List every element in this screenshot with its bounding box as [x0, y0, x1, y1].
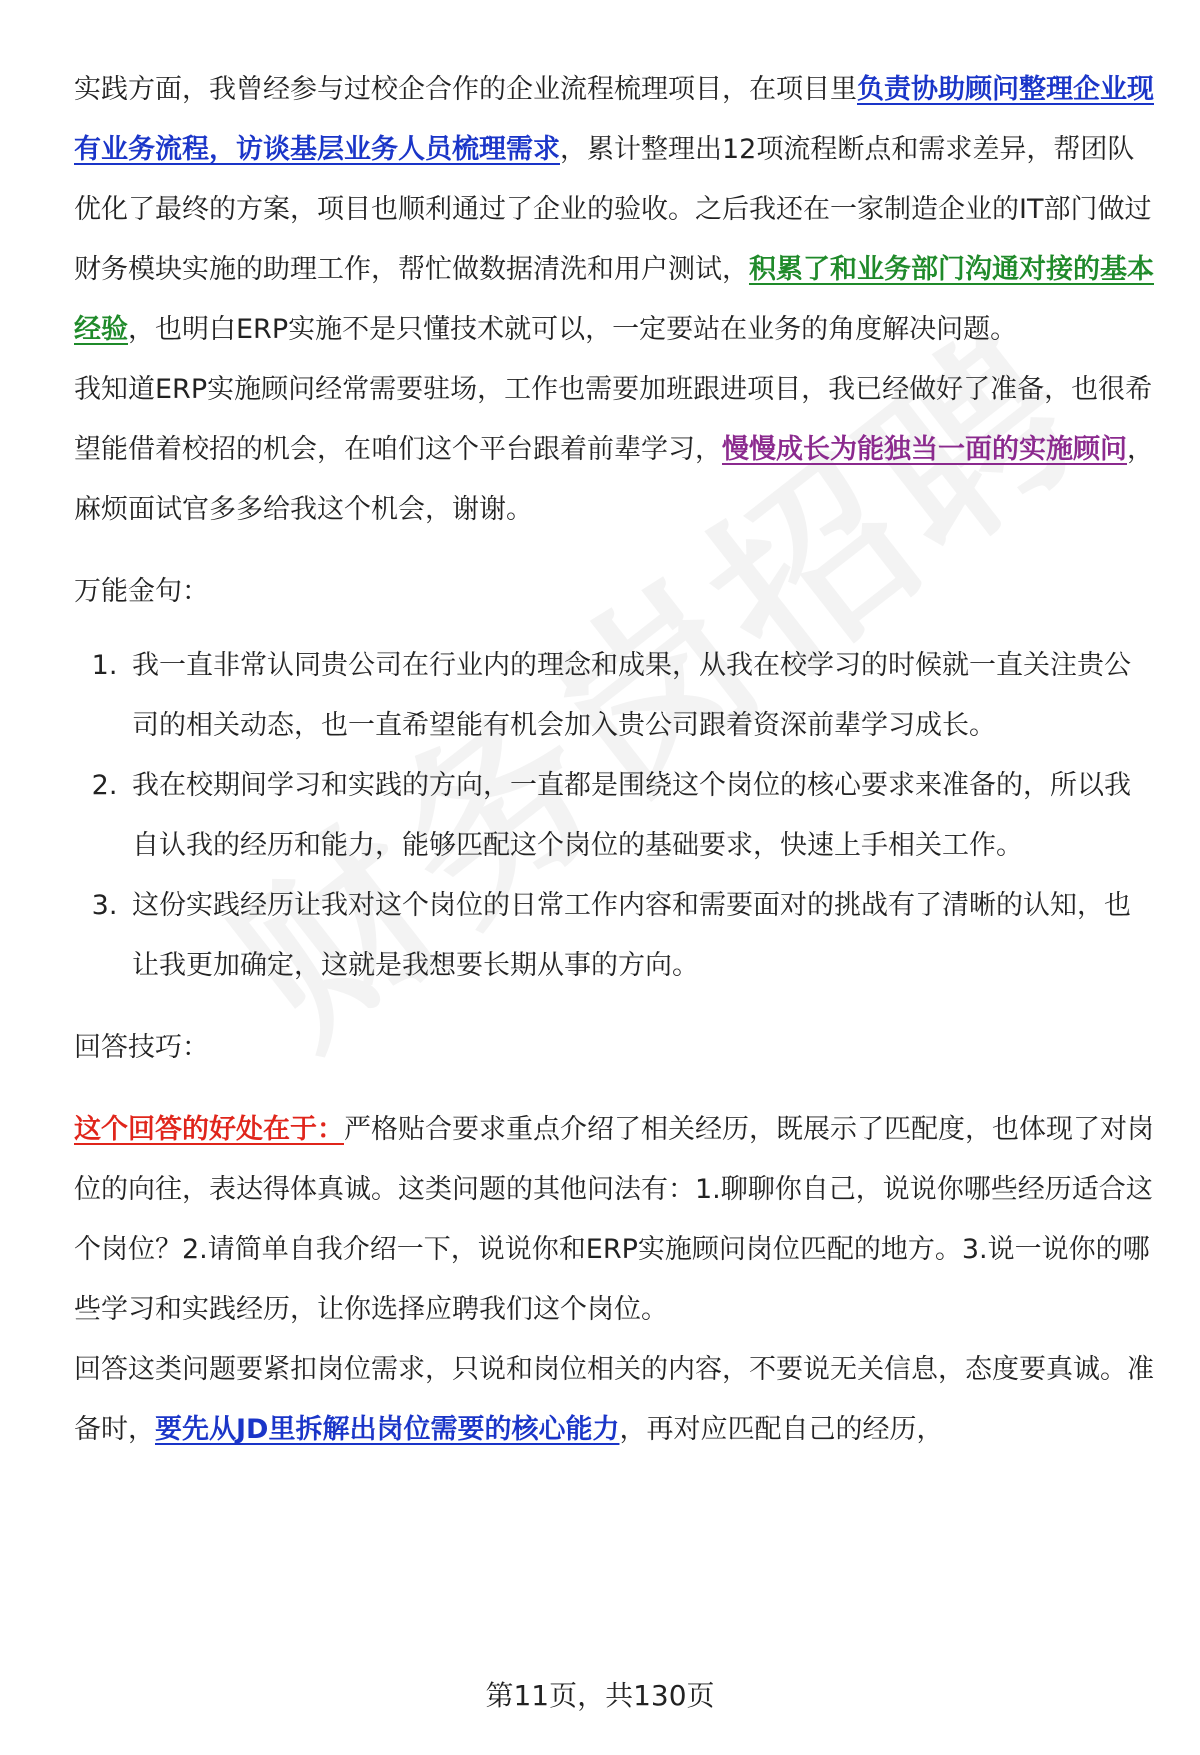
benefit-paragraph — [74, 1100, 1154, 1340]
page-number: 第11页，共130页 — [485, 1679, 715, 1712]
highlight-purple-goal: 慢慢成长为能独当一面的实施顾问 — [722, 434, 1127, 465]
list-item: 1. 我一直非常认同贵公司在行业内的理念和成果，从我在校学习的时候就一直关注贵公司的相关动态，也一直希望能有机会加入贵公司跟着资深前辈学习成长。 — [126, 636, 1154, 756]
tips-text-1: 回答这类问题要紧扣岗位需求，只说和岗位相关的内容，不要说无关信息，态度要真诚。准备时， — [74, 1354, 1154, 1445]
highlight-blue-jd: 要先从JD里拆解出岗位需要的核心能力 — [155, 1414, 620, 1445]
practice-text-3: ，也明白ERP实施不是只懂技术就可以，一定要站在业务的角度解决问题。 — [128, 314, 1018, 345]
benefit-label: 这个回答的好处在于： — [74, 1114, 344, 1145]
tips-paragraph — [74, 1340, 1154, 1460]
tips-text-2: ，再对应匹配自己的经历， — [619, 1414, 944, 1445]
list-item: 3. 这份实践经历让我对这个岗位的日常工作内容和需要面对的挑战有了清晰的认知，也让我更加确定，这就是我想要长期从事的方向。 — [126, 876, 1154, 996]
practice-text-2: ，累计整理出12项流程断点和需求差异，帮团队优化了最终的方案，项目也顺利通过了企业的验收。之后我还在一家制造企业的IT部门做过财务模块实施的助理工作，帮忙做数据清洗和用户测试， — [74, 134, 1152, 285]
practice-paragraph — [74, 60, 1154, 360]
highlight-green-experience: 积累了和业务部门沟通对接的基本经验 — [74, 254, 1154, 345]
benefit-text: 严格贴合要求重点介绍了相关经历，既展示了匹配度，也体现了对岗位的向往，表达得体真诚。这类问题的其他问法有：1.聊聊你自己，说说你哪些经历适合这个岗位？2.请简单自我介绍一下，说说你和ERP实施顾问岗位匹配的地方。3.说一说你的哪些学习和实践经历，让你选择应聘我们这个岗位。 — [74, 1114, 1154, 1325]
golden-sentences-title: 万能金句： — [74, 576, 209, 607]
list-item: 2. 我在校期间学习和实践的方向，一直都是围绕这个岗位的核心要求来准备的，所以我自认我的经历和能力，能够匹配这个岗位的基础要求，快速上手相关工作。 — [126, 756, 1154, 876]
aspiration-paragraph — [74, 360, 1154, 540]
golden-sentences-list — [74, 636, 1154, 996]
aspiration-text-2: ，麻烦面试官多多给我这个机会，谢谢。 — [74, 434, 1154, 525]
aspiration-text-1: 我知道ERP实施顾问经常需要驻场，工作也需要加班跟进项目，我已经做好了准备，也很希望能借着校招的机会，在咱们这个平台跟着前辈学习， — [74, 374, 1153, 465]
highlight-blue-duty: 负责协助顾问整理企业现有业务流程，访谈基层业务人员梳理需求 — [74, 74, 1154, 165]
document-body — [74, 60, 1154, 1460]
answer-tips-title: 回答技巧： — [74, 1032, 209, 1063]
practice-text-1: 实践方面，我曾经参与过校企合作的企业流程梳理项目，在项目里 — [74, 74, 857, 105]
